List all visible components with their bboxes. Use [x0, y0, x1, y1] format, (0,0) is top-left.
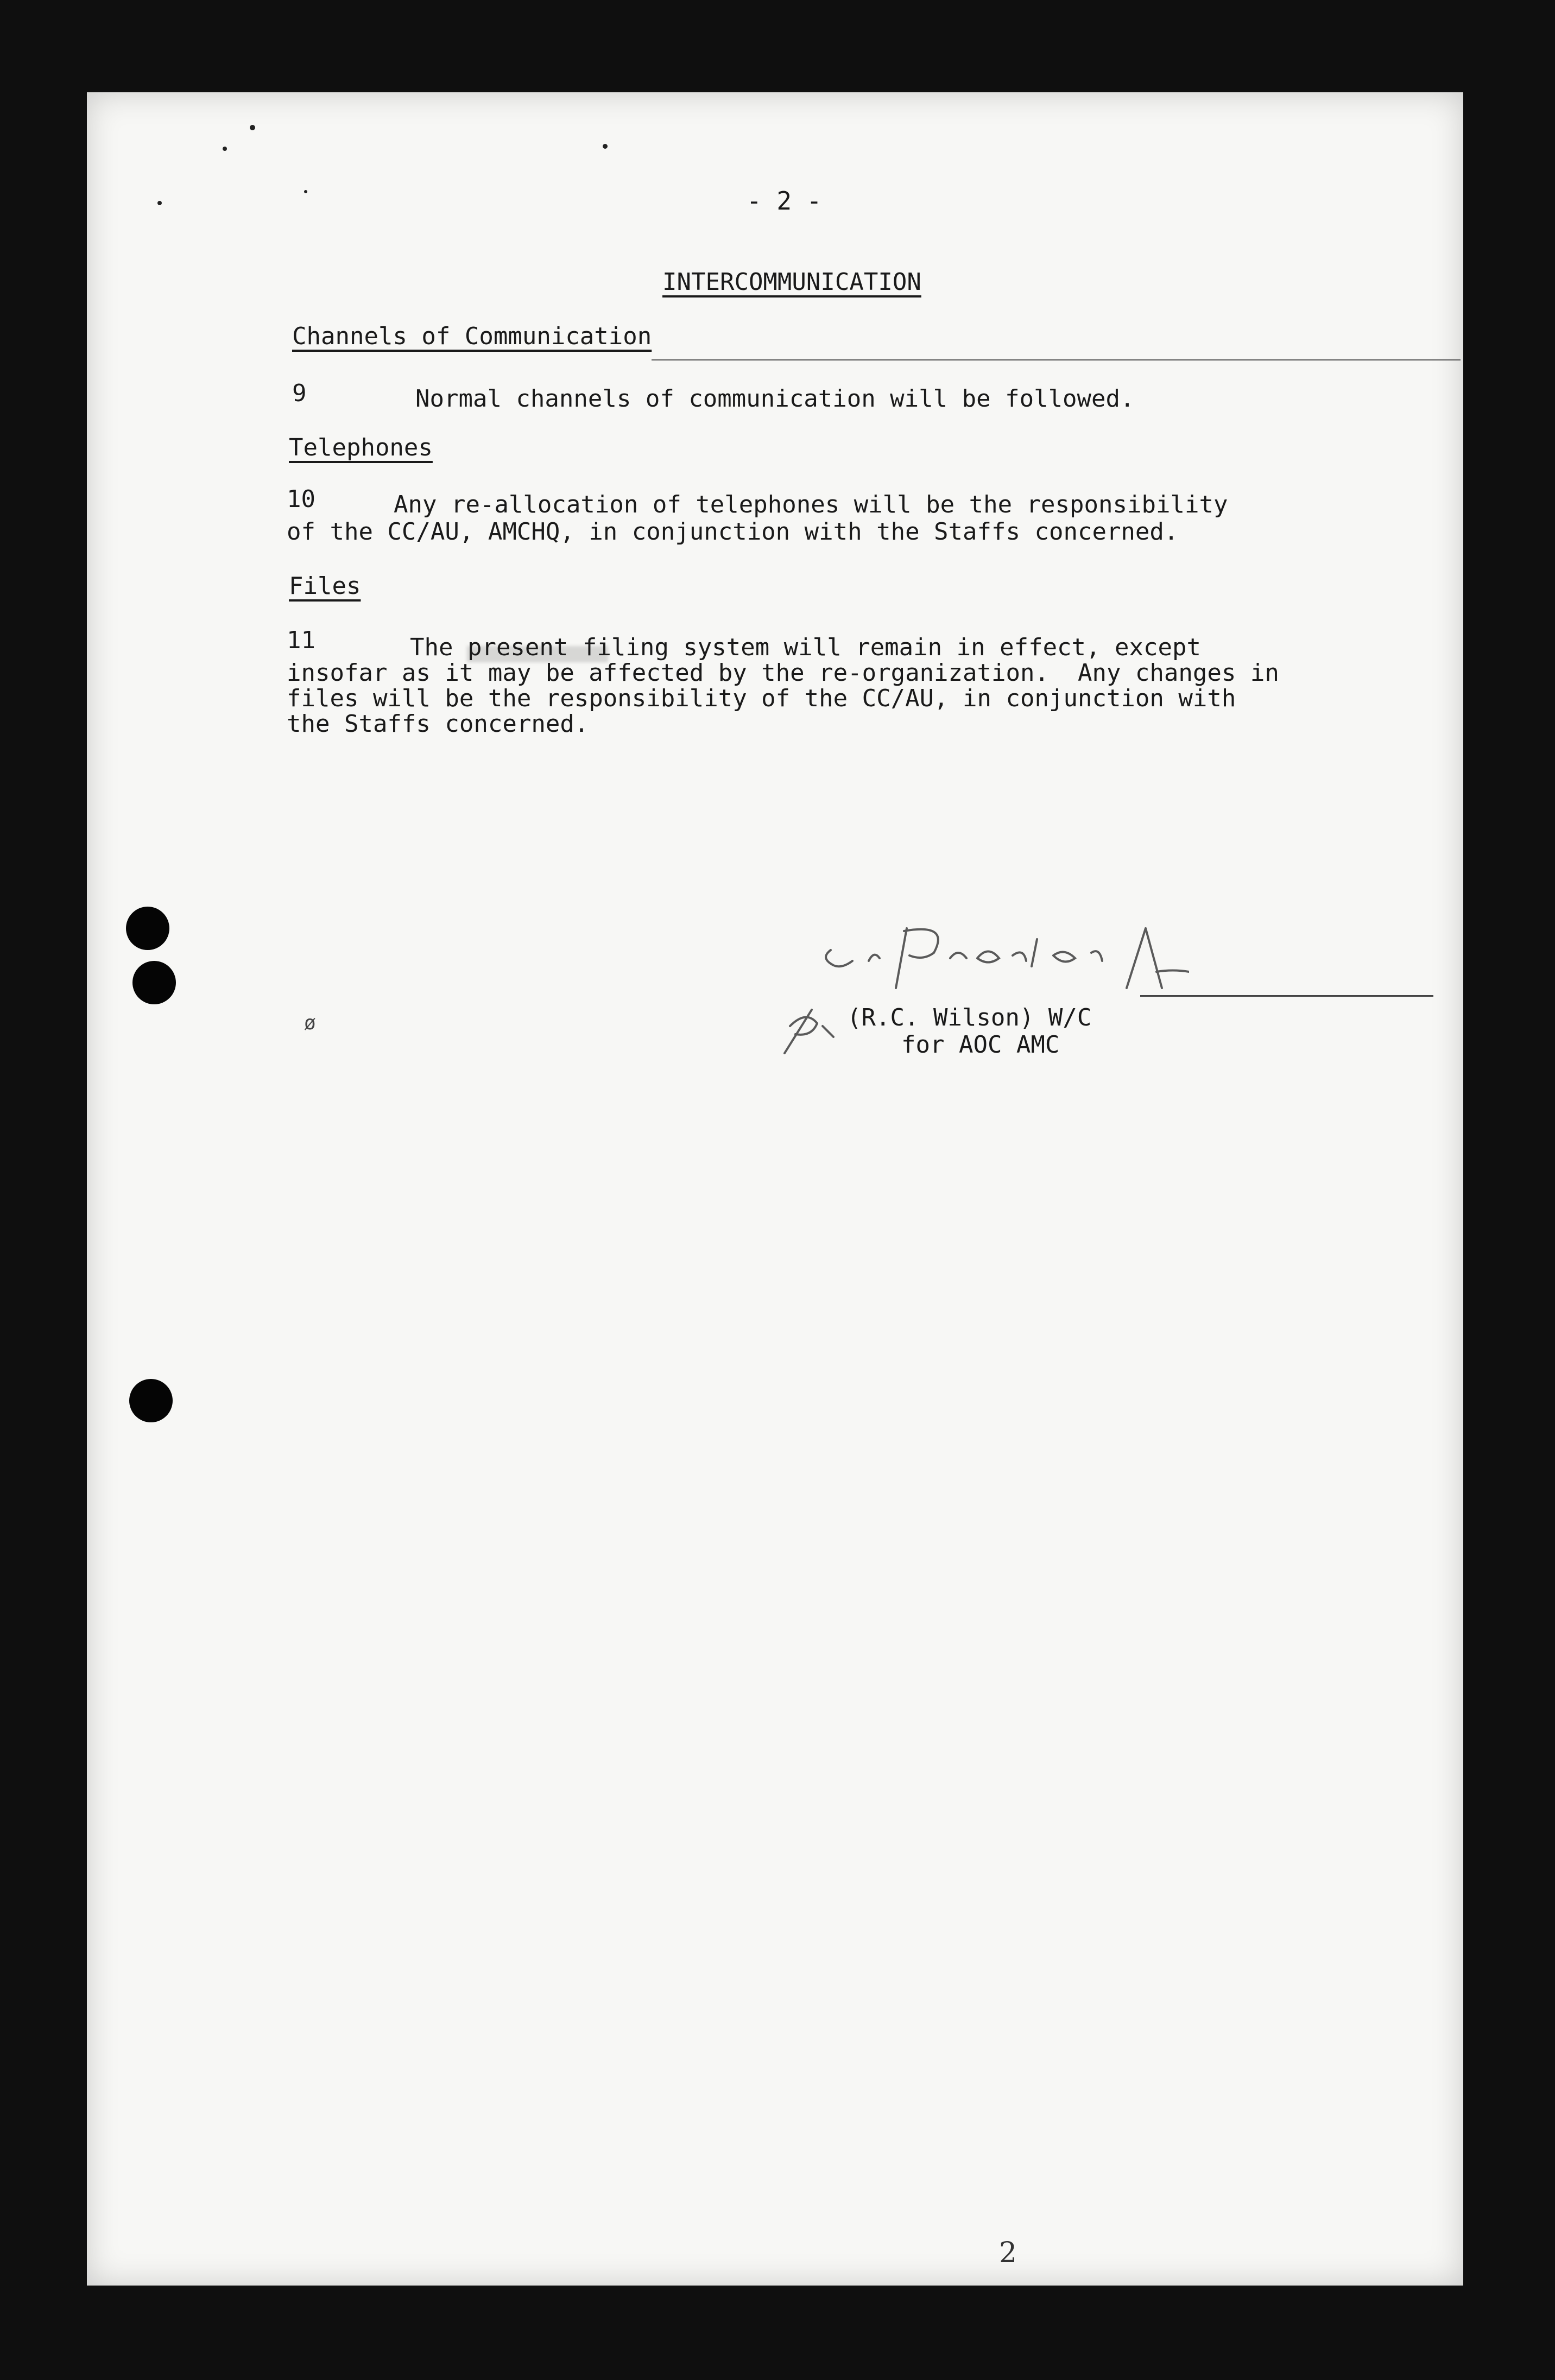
signature-line: [1140, 995, 1433, 997]
paragraph-line: the Staffs concerned.: [287, 710, 589, 738]
heading-channels-of-communication: Channels of Communication: [292, 322, 652, 350]
speck: [223, 147, 227, 151]
page-number: - 2 -: [747, 186, 822, 216]
punch-hole: [126, 907, 169, 950]
paragraph-line: insofar as it may be affected by the re-organization. Any changes in: [287, 659, 1279, 687]
paragraph-number: 11: [287, 626, 315, 654]
speck: [157, 201, 162, 205]
heading-files: Files: [289, 572, 361, 600]
paragraph-line: of the CC/AU, AMCHQ, in conjunction with the Staffs concerned.: [287, 518, 1179, 546]
signatory-name: (R.C. Wilson) W/C: [847, 1004, 1092, 1031]
bottom-mark: 2: [999, 2237, 1017, 2269]
paragraph-line: Normal channels of communication will be followed.: [415, 385, 1135, 413]
handwritten-initials: [774, 993, 850, 1059]
speck: [250, 125, 255, 130]
speck: [603, 144, 608, 149]
margin-mark: ø: [304, 1012, 316, 1034]
paragraph-line: The present filing system will remain in effect, except: [410, 634, 1201, 661]
document-page: [87, 92, 1463, 2286]
section-title: INTERCOMMUNICATION: [662, 268, 921, 296]
punch-hole: [132, 961, 176, 1004]
signatory-on-behalf: for AOC AMC: [901, 1031, 1060, 1059]
heading-telephones: Telephones: [289, 434, 433, 461]
horizontal-rule: [652, 359, 1461, 360]
handwritten-signature: [809, 907, 1189, 999]
punch-hole: [129, 1379, 173, 1422]
paragraph-line: Any re-allocation of telephones will be the responsibility: [394, 491, 1228, 518]
paragraph-line: files will be the responsibility of the CC/AU, in conjunction with: [287, 685, 1236, 712]
speck: [304, 190, 307, 193]
paragraph-number: 10: [287, 485, 315, 513]
paragraph-number: 9: [292, 379, 307, 407]
